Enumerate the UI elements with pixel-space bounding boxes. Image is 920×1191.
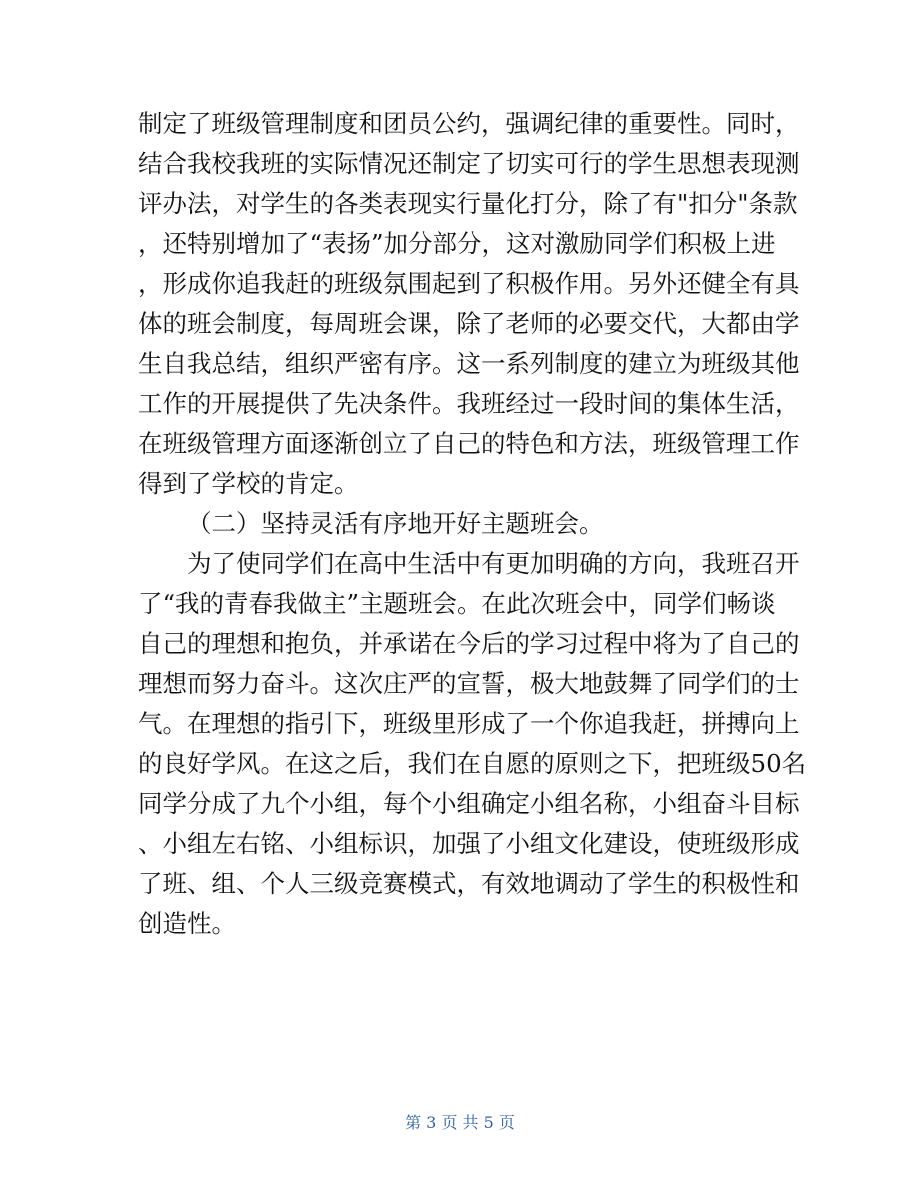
section-heading: （二）坚持灵活有序地开好主题班会。	[187, 509, 604, 538]
text-line: 在班级管理方面逐渐创立了自己的特色和方法，班级管理工作	[138, 429, 800, 458]
text-line: 的良好学风。在这之后，我们在自愿的原则之下，把班级50名	[138, 749, 807, 778]
text-line: ，形成你追我赶的班级氛围起到了积极作用。另外还健全有具	[138, 269, 800, 298]
text-line: ，还特别增加了“表扬”加分部分，这对激励同学们积极上进	[138, 229, 776, 258]
text-line: 了“我的青春我做主”主题班会。在此次班会中，同学们畅谈	[138, 589, 776, 618]
text-line: 制定了班级管理制度和团员公约，强调纪律的重要性。同时，	[138, 109, 800, 138]
text-line: 自己的理想和抱负，并承诺在今后的学习过程中将为了自己的	[138, 629, 800, 658]
text-line: 为了使同学们在高中生活中有更加明确的方向，我班召开	[187, 549, 800, 578]
text-line: 生自我总结，组织严密有序。这一系列制度的建立为班级其他	[138, 349, 800, 378]
text-line: 理想而努力奋斗。这次庄严的宣誓，极大地鼓舞了同学们的士	[138, 669, 800, 698]
text-line: 结合我校我班的实际情况还制定了切实可行的学生思想表现测	[138, 149, 800, 178]
text-line: 创造性。	[138, 909, 236, 938]
text-line: 同学分成了九个小组，每个小组确定小组名称，小组奋斗目标	[138, 789, 800, 818]
text-line: 评办法，对学生的各类表现实行量化打分，除了有"扣分"条款	[138, 189, 798, 218]
text-line: 体的班会制度，每周班会课，除了老师的必要交代，大都由学	[138, 309, 800, 338]
text-line: 、小组左右铭、小组标识，加强了小组文化建设，使班级形成	[138, 829, 800, 858]
text-line: 了班、组、个人三级竞赛模式，有效地调动了学生的积极性和	[138, 869, 800, 898]
page-number-footer: 第 3 页 共 5 页	[405, 1113, 515, 1132]
text-line: 气。在理想的指引下，班级里形成了一个你追我赶，拼搏向上	[138, 709, 800, 738]
text-line: 得到了学校的肯定。	[138, 469, 359, 498]
text-line: 工作的开展提供了先决条件。我班经过一段时间的集体生活，	[138, 389, 800, 418]
